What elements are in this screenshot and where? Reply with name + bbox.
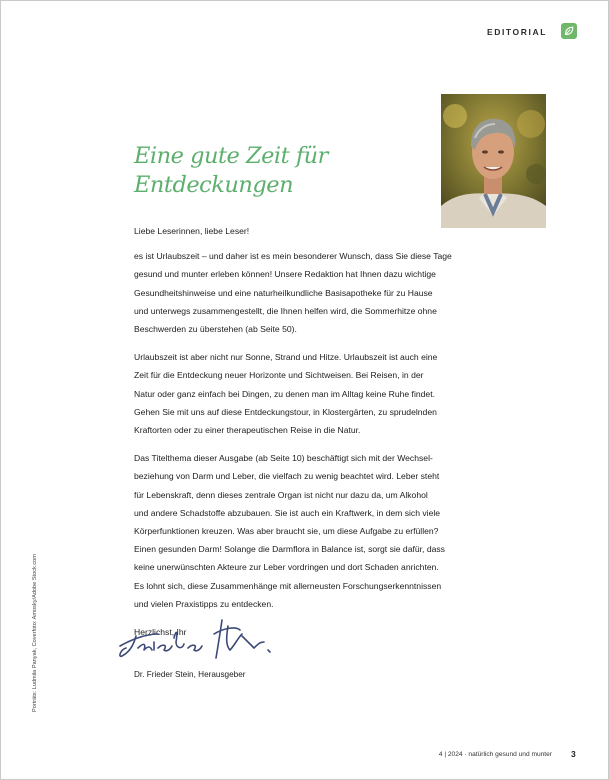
- author-portrait: [441, 94, 546, 228]
- leaf-icon: [561, 23, 577, 39]
- paragraph-line: Das Titelthema dieser Ausgabe (ab Seite 10) beschäftigt sich mit der Wechsel-: [134, 453, 433, 464]
- photo-credit: Porträts: Ludmila Panyak, Coverfoto: Amosky/Adobe Stock.com: [32, 554, 38, 712]
- paragraph-line: Es lohnt sich, diese Zusammenhänge mit allerneusten Forschungserkenntnissen: [134, 580, 442, 591]
- paragraph-3: [134, 449, 474, 613]
- paragraph-line: keine unerwünschten Akteure zur Leber vordringen und dort Schaden anrichten.: [134, 562, 439, 573]
- paragraph-line: Kraftorten oder zu einer therapeutischen Reise in die Natur.: [134, 425, 361, 436]
- paragraph-line: Gehen Sie mit uns auf diese Entdeckungstour, in Klostergärten, zu sprudelnden: [134, 406, 437, 417]
- paragraph-line: Natur oder ganz einfach bei Dingen, zu denen man im Alltag keine Ruhe findet.: [134, 388, 435, 399]
- paragraph-1: [134, 247, 474, 338]
- paragraph-line: und vielen Praxistipps zu entdecken.: [134, 598, 274, 609]
- paragraph-line: beziehung von Darm und Leber, die vielfach zu wenig beachtet wird. Leber steht: [134, 471, 440, 482]
- paragraph-line: es ist Urlaubszeit – und daher ist es mein besonderer Wunsch, dass Sie diese Tage: [134, 251, 452, 262]
- footer-issue: 4 | 2024 · natürlich gesund und munter: [438, 751, 552, 758]
- paragraph-line: Urlaubszeit ist aber nicht nur Sonne, Strand und Hitze. Urlaubszeit ist auch eine: [134, 352, 438, 363]
- paragraph-line: und andere Schadstoffe abzubauen. Sie ist auch ein Kraftwerk, in dem sich viele: [134, 507, 441, 518]
- paragraph-line: Einen gesunden Darm! Solange die Darmflora in Balance ist, sorgt sie dafür, dass: [134, 544, 445, 555]
- letter-body: [134, 222, 474, 651]
- handwritten-signature: [114, 612, 294, 664]
- closing: Herzlichst, Ihr: [134, 627, 187, 638]
- paragraph-line: gesund und munter erleben können! Unsere Redaktion hat Ihnen dazu wichtige: [134, 269, 436, 280]
- editorial-headline: [134, 142, 424, 200]
- paragraph-line: Zeit für die Entdeckung neuer Horizonte und Sichtweisen. Bei Reisen, in der: [134, 370, 424, 381]
- paragraph-line: für Lebenskraft, denn dieses zentrale Organ ist nicht nur dazu da, um Alkohol: [134, 489, 428, 500]
- headline-line-1: Eine gute Zeit für: [134, 143, 328, 169]
- salutation: Liebe Leserinnen, liebe Leser!: [134, 226, 250, 236]
- paragraph-line: Gesundheitshinweise und eine naturheilkundliche Basisapotheke für zu Hause: [134, 287, 433, 298]
- paragraph-line: Beschwerden zu überstehen (ab Seite 50).: [134, 324, 297, 335]
- signature-name: Dr. Frieder Stein, Herausgeber: [134, 670, 246, 679]
- section-label: EDITORIAL: [486, 27, 547, 37]
- paragraph-line: Körperfunktionen kreuzen. Was aber braucht sie, um diese Aufgabe zu erfüllen?: [134, 526, 439, 537]
- headline-line-2: Entdeckungen: [134, 172, 294, 198]
- page-number: 3: [571, 749, 576, 759]
- paragraph-2: [134, 348, 474, 439]
- paragraph-line: und unterwegs zusammengestellt, die Ihnen helfen wird, die Sommerhitze ohne: [134, 305, 437, 316]
